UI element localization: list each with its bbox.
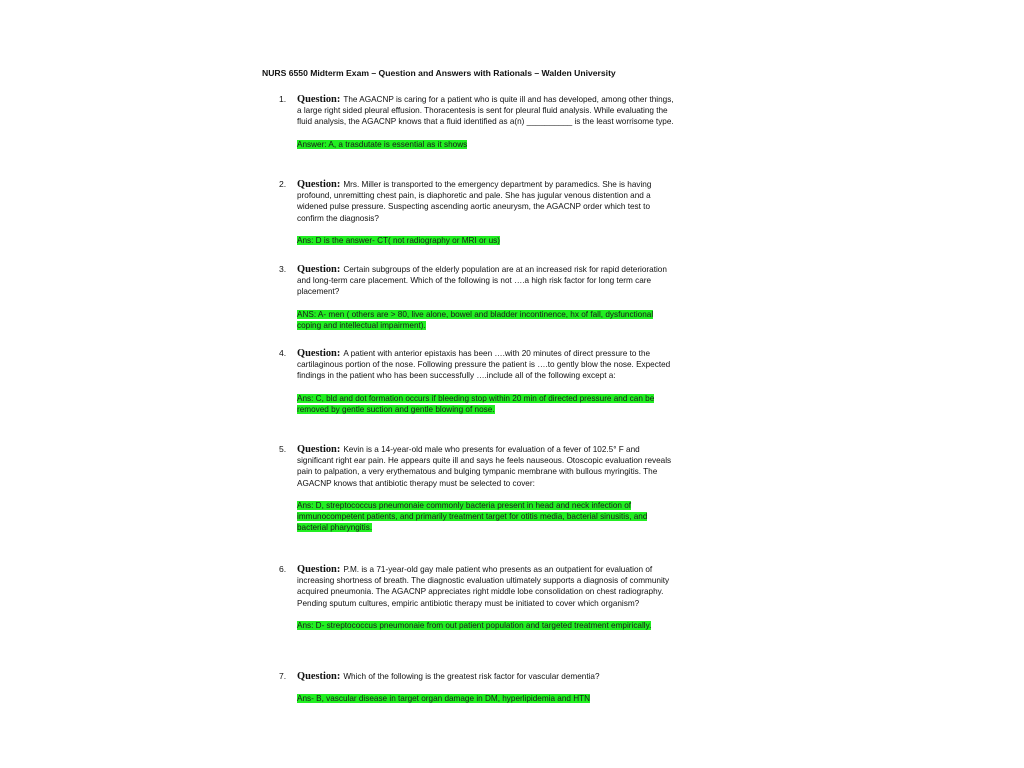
question-number: 6. [279,564,287,574]
question-item-7 [262,671,682,704]
question-text-block [297,564,677,609]
question-text: Certain subgroups of the elderly population are at an increased risk for rapid deterioration and long-term care placement. Which of the following is not ….a high risk factor for long term care placement? [297,265,667,297]
answer-block [297,620,677,631]
question-label: Question: [297,348,341,359]
answer-highlight: Ans: D is the answer- CT( not radiography or MRI or us) [297,235,500,245]
answer-block [297,393,677,415]
question-label: Question: [297,94,341,105]
answer-highlight: Ans- B, vascular disease in target organ damage in DM, hyperlipidemia and HTN [297,694,591,704]
answer-block [297,693,677,704]
question-number: 2. [279,179,287,189]
answer-block [297,309,677,331]
question-label: Question: [297,444,341,455]
answer-highlight: Ans: D, streptococcus pneumonaie commonly bacteria present in head and neck infection of immunocompetent patients, and primarily treatment target for otitis media, bacterial sinusitis, and bacterial pharyngitis. [297,500,648,533]
question-item-6 [262,564,682,631]
document-title: NURS 6550 Midterm Exam – Question and Answers with Rationals – Walden University [262,68,616,78]
answer-highlight: ANS: A- men ( others are > 80, live alone, bowel and bladder incontinence, hx of fall, dysfunctional coping and intellectual impairment). [297,309,654,330]
answer-highlight: Ans: D- streptococcus pneumonaie from out patient population and targeted treatment empirically. [297,620,652,630]
question-item-3 [262,264,682,331]
answer-block [297,139,677,150]
question-text-block [297,264,677,298]
question-text-block [297,94,677,128]
question-number: 7. [279,671,287,681]
question-label: Question: [297,264,341,275]
question-text: A patient with anterior epistaxis has been ….with 20 minutes of direct pressure to the cartilaginous portion of the nose. Following pressure the patient is ….to gently blow the nose. Expected findings in the patient who has been successfully ….include all of the following except a: [297,349,671,381]
question-text: Which of the following is the greatest risk factor for vascular dementia? [343,672,600,681]
question-number: 5. [279,444,287,454]
question-label: Question: [297,671,341,682]
question-label: Question: [297,564,341,575]
question-number: 4. [279,348,287,358]
document-page [262,68,682,704]
answer-block [297,500,677,534]
question-text: The AGACNP is caring for a patient who is quite ill and has developed, among other things, a large right sided pleural effusion. Thoracentesis is sent for pleural fluid analysis. While evaluating the fluid analysis, the AGACNP knows that a fluid identified as a(n) __________ is the least worrisome type. [297,95,674,127]
answer-highlight: Ans: C, bld and dot formation occurs if bleeding stop within 20 min of directed pressure and can be removed by gentle suction and gentle blowing of nose. [297,393,655,414]
question-item-4 [262,348,682,415]
question-text: Mrs. Miller is transported to the emergency department by paramedics. She is having profound, unremitting chest pain, is diaphoretic and pale. She has jugular venous distention and a widened pulse pressure. Suspecting ascending aortic aneurysm, the AGACNP order which test to confirm the diagnosis? [297,180,652,223]
question-number: 1. [279,94,287,104]
answer-block [297,235,677,246]
question-text-block [297,179,677,224]
answer-highlight: Answer: A, a trasdutate is essential as it shows [297,139,468,149]
question-text-block [297,348,677,382]
question-text-block [297,671,677,682]
question-text-block [297,444,677,489]
question-number: 3. [279,264,287,274]
question-label: Question: [297,179,341,190]
question-text: Kevin is a 14-year-old male who presents for evaluation of a fever of 102.5° F and significant right ear pain. He appears quite ill and says he feels nauseous. Otoscopic evaluation reveals pain to palpation, a very erythematous and bulging tympanic membrane with bullous myringitis. The AGACNP knows that antibiotic therapy must be selected to cover: [297,445,672,488]
question-item-1 [262,94,682,150]
question-item-2 [262,179,682,246]
question-item-5 [262,444,682,533]
question-text: P.M. is a 71-year-old gay male patient who presents as an outpatient for evaluation of increasing shortness of breath. The diagnostic evaluation ultimately supports a diagnosis of community acquired pneumonia. The AGACNP appreciates right middle lobe consolidation on chest radiography. Pending sputum cultures, empiric antibiotic therapy must be initiated to cover which organism? [297,565,670,608]
